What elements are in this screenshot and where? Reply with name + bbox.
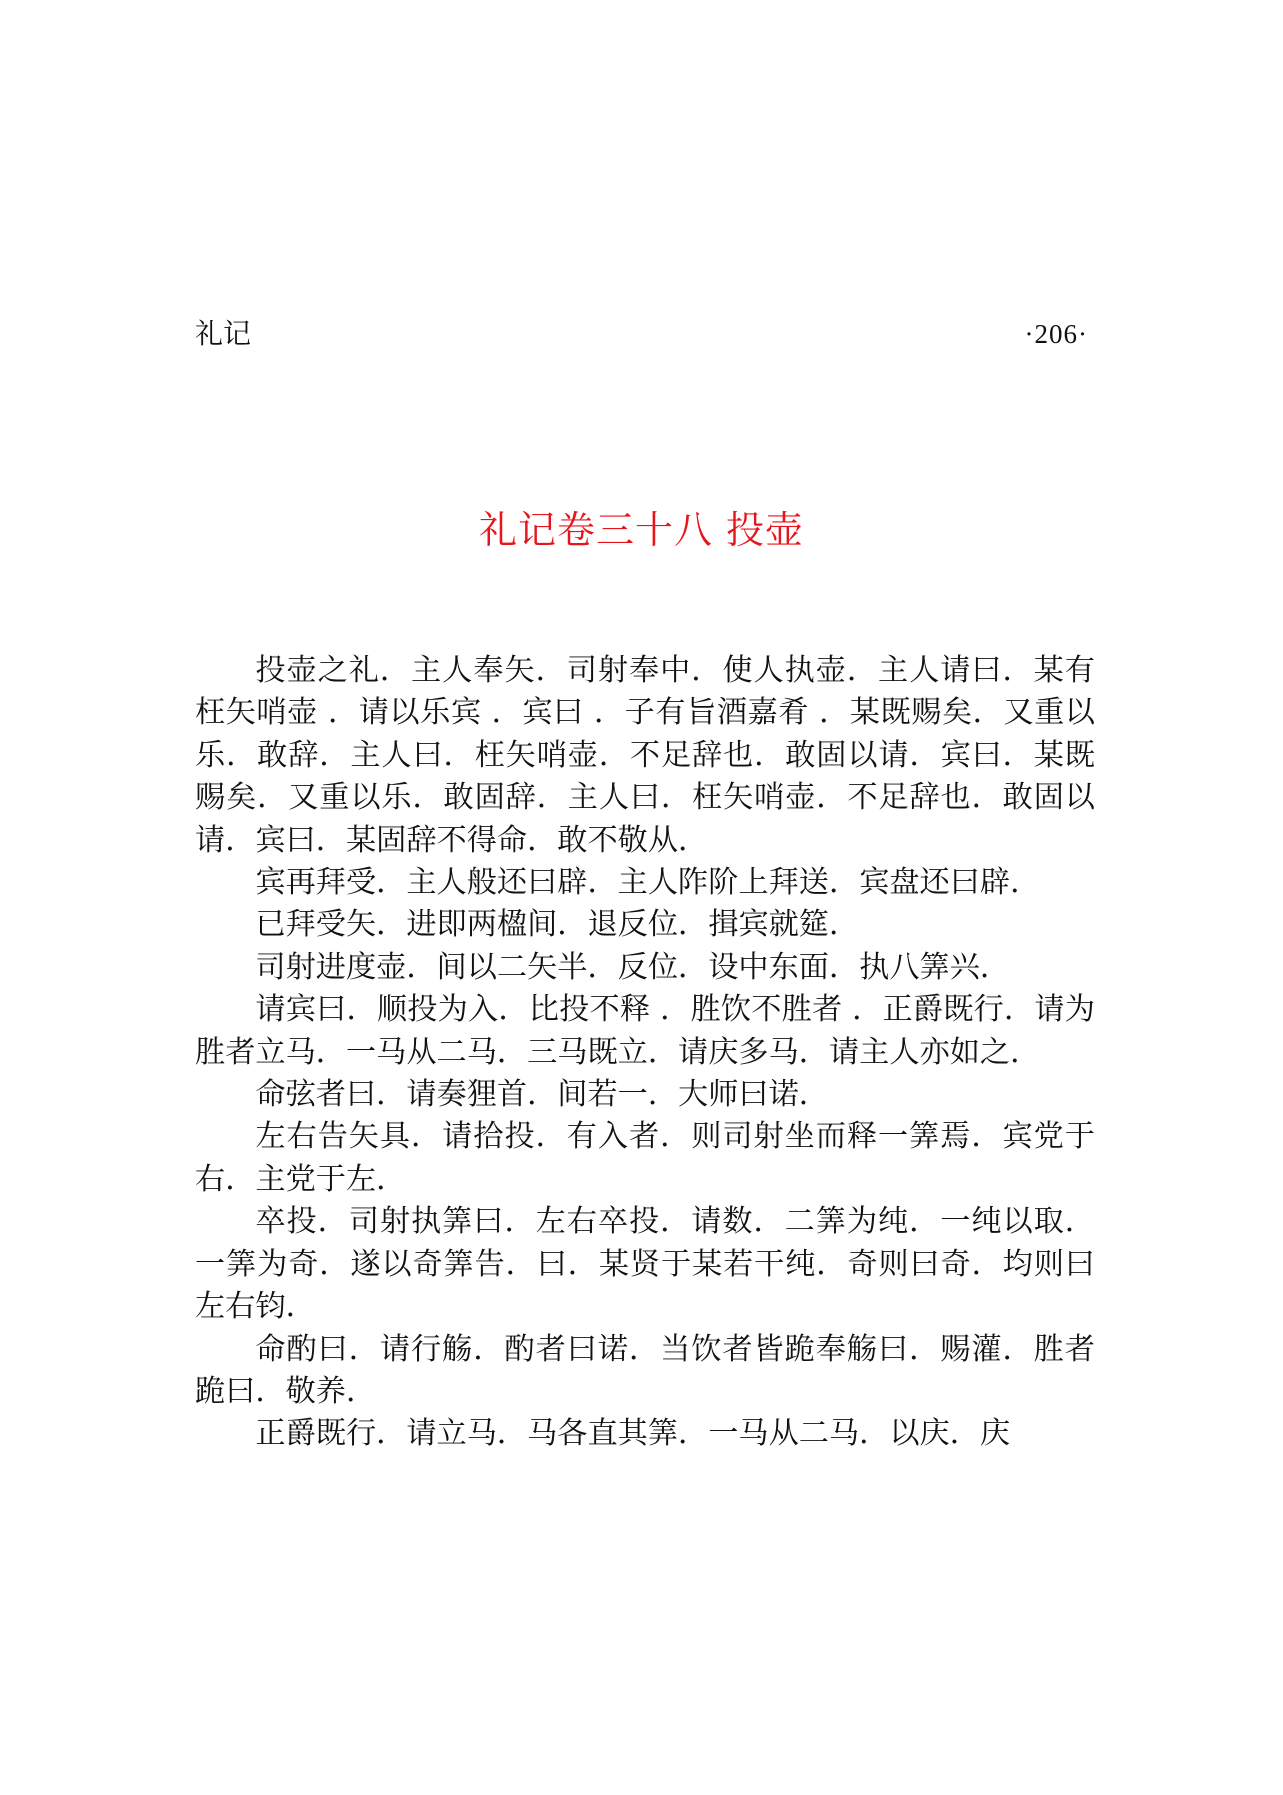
paragraph: 已拜受矢．进即两楹间．退反位．揖宾就筵． bbox=[255, 907, 860, 943]
paragraph: 正爵既行．请立马．马各直其筭．一马从二马．以庆．庆 bbox=[255, 1416, 1011, 1452]
chapter-title: 礼记卷三十八 投壶 bbox=[478, 508, 805, 552]
paragraph: 投壶之礼．主人奉矢．司射奉中．使人执壶．主人请曰．某有枉矢哨壶 ．请以乐宾 ．宾曰 ．子有旨酒嘉肴 ．某既赐矣．又重以乐．敢辞．主人曰．枉矢哨壶．不足辞也．敢固以请．宾曰．某既赐矣．又重以乐．敢固辞．主人曰．枉矢哨壶．不足辞也．敢固以请．宾曰．某固辞不得命．敢不敬从． bbox=[195, 653, 1095, 858]
paragraph: 左右告矢具．请拾投．有入者．则司射坐而释一筭焉．宾党于右．主党于左． bbox=[195, 1119, 1095, 1197]
book-title: 礼记 bbox=[195, 317, 252, 350]
running-header bbox=[195, 310, 1088, 358]
paragraph: 司射进度壶．间以二矢半．反位．设中东面．执八筭兴． bbox=[255, 949, 1011, 985]
body-text bbox=[195, 650, 1095, 1456]
paragraph: 卒投．司射执筭曰．左右卒投．请数．二筭为纯．一纯以取．一筭为奇．遂以奇筭告．曰．某贤于某若干纯．奇则曰奇．均则曰左右钧． bbox=[195, 1204, 1095, 1325]
paragraph: 命弦者曰．请奏狸首．间若一．大师曰诺． bbox=[255, 1077, 829, 1113]
paragraph: 宾再拜受．主人般还曰辟．主人阼阶上拜送．宾盘还曰辟． bbox=[255, 865, 1041, 901]
paragraph: 命酌曰．请行觞．酌者曰诺．当饮者皆跪奉觞曰．赐灌．胜者跪曰．敬养． bbox=[195, 1331, 1095, 1409]
paragraph: 请宾曰．顺投为入．比投不释 ．胜饮不胜者 ．正爵既行．请为胜者立马．一马从二马．三马既立．请庆多马．请主人亦如之． bbox=[195, 992, 1095, 1070]
page-number: ·206· bbox=[1024, 319, 1088, 349]
